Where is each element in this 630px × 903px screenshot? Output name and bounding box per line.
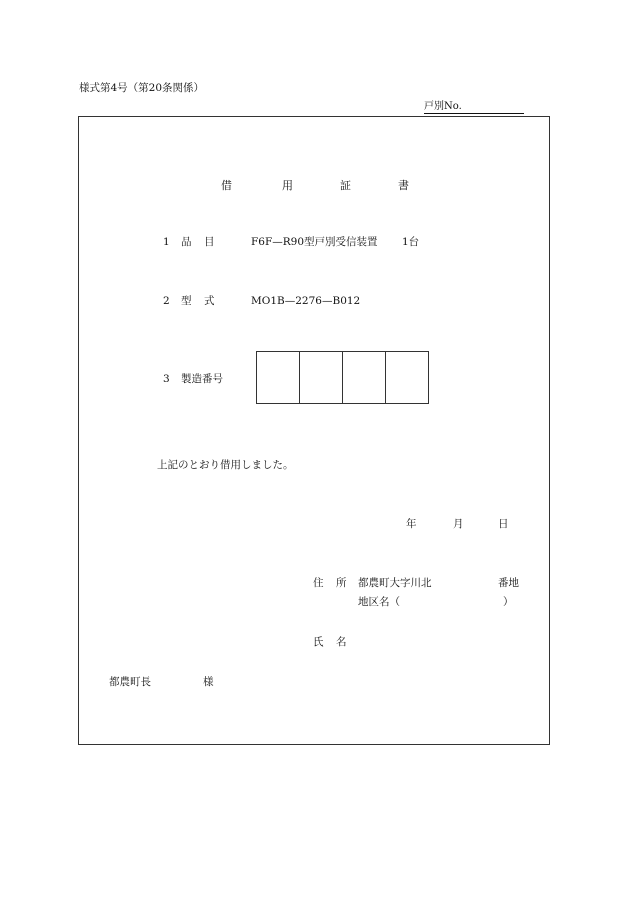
serial-box-4[interactable] [386, 352, 428, 403]
address-label-b: 所 [336, 577, 347, 589]
recipient-office: 都農町長 [109, 676, 151, 688]
item2-number: 2 [163, 295, 170, 307]
item3-label: 製造番号 [181, 373, 223, 385]
title-char-4: 書 [398, 179, 409, 192]
title-char-3: 証 [340, 179, 351, 192]
name-label-a: 氏 [313, 636, 324, 648]
serial-box-3[interactable] [343, 352, 386, 403]
date-month-label: 月 [453, 518, 464, 530]
item1-label-a: 品 [181, 236, 192, 248]
title-char-2: 用 [282, 179, 293, 192]
serial-number-boxes [256, 351, 429, 404]
name-label-b: 名 [336, 636, 347, 648]
item2-value: MO1B—2276—B012 [251, 295, 361, 307]
item1-value: F6F—R90型戸別受信装置 [251, 236, 378, 248]
item2-label-a: 型 [181, 295, 192, 307]
item1-label-b: 目 [204, 236, 215, 248]
address-town: 都農町大字川北 [358, 577, 432, 589]
item2-label-b: 式 [204, 295, 215, 307]
serial-box-1[interactable] [257, 352, 300, 403]
title-char-1: 借 [221, 179, 232, 192]
form-number: 様式第4号（第20条関係） [79, 82, 205, 94]
district-label: 地区名（ [358, 596, 400, 608]
item1-count: 1台 [402, 236, 420, 248]
form-frame [78, 116, 550, 745]
district-close: ） [503, 596, 514, 608]
item3-number: 3 [163, 373, 170, 385]
date-day-label: 日 [498, 518, 509, 530]
address-label-a: 住 [313, 577, 324, 589]
household-number-label: 戸別No. [424, 101, 524, 114]
household-number-field[interactable] [424, 102, 524, 112]
serial-box-2[interactable] [300, 352, 343, 403]
recipient-honorific: 様 [203, 676, 214, 688]
address-banchi: 番地 [498, 577, 519, 589]
statement: 上記のとおり借用しました。 [157, 459, 294, 471]
date-year-label: 年 [406, 518, 417, 530]
item1-number: 1 [163, 236, 170, 248]
